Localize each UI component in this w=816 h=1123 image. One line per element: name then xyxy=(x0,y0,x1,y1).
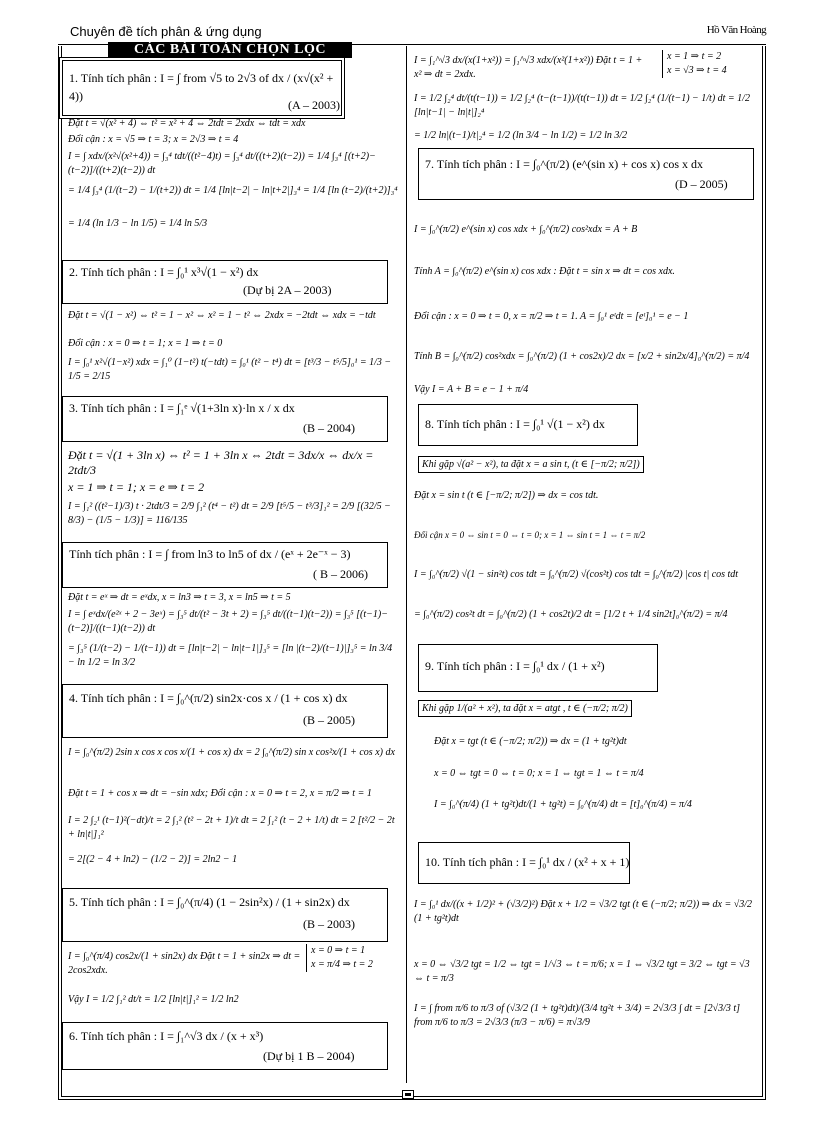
p1-line-2: Đổi cận : x = √5 ⇒ t = 3; x = 2√3 ⇒ t = 4 xyxy=(68,134,239,145)
p6-bounds xyxy=(662,50,727,78)
problem-4-box xyxy=(62,684,388,738)
problem-9-label: 9. Tính tích phân : I = ∫₀¹ dx / (1 + x²) xyxy=(425,659,605,673)
problem-3-label: 3. Tính tích phân : I = ∫₁ᵉ √(1+3ln x)·ln x / x dx xyxy=(69,401,295,415)
problem-3b-source: ( B – 2006) xyxy=(313,567,368,581)
p4-line-1: I = ∫₀^(π/2) 2sin x cos x cos x/(1 + cos x) dx = 2 ∫₀^(π/2) sin x cos²x/(1 + cos x) dx xyxy=(68,747,395,758)
p6-line-2: I = 1/2 ∫₂⁴ dt/(t(t−1)) = 1/2 ∫₂⁴ (t−(t−1))/(t(t−1)) dt = 1/2 ∫₂⁴ (1/(t−1) − 1/t) dt = 1/2 [ln|t−1| − ln|t|]₂⁴ xyxy=(414,93,750,118)
p2-line-1: Đặt t = √(1 − x²) ⇔ t² = 1 − x² ⇔ x² = 1 − t² ⇔ 2xdx = −2tdt ⇔ xdx = −tdt xyxy=(68,310,376,321)
p8-line-3: I = ∫₀^(π/2) √(1 − sin²t) cos tdt = ∫₀^(π/2) √(cos²t) cos tdt = ∫₀^(π/2) |cos t| cos tdt xyxy=(414,569,739,580)
page-number-icon xyxy=(402,1090,414,1099)
p7-line-3: Đổi cận : x = 0 ⇒ t = 0, x = π/2 ⇒ t = 1. A = ∫₀¹ eᵗdt = [eᵗ]₀¹ = e − 1 xyxy=(414,311,689,322)
problem-3-box xyxy=(62,396,388,442)
problem-6-box xyxy=(62,1022,388,1070)
p5-line-2: Vậy I = 1/2 ∫₁² dt/t = 1/2 [ln|t|]₁² = 1/2 ln2 xyxy=(68,994,239,1005)
problem-5-label: 5. Tính tích phân : I = ∫₀^(π/4) (1 − 2sin²x) / (1 + sin2x) dx xyxy=(69,895,350,909)
p9-line-3: I = ∫₀^(π/4) (1 + tg²t)dt/(1 + tg²t) = ∫₀^(π/4) dt = [t]₀^(π/4) = π/4 xyxy=(434,799,692,810)
problem-4-source: (B – 2005) xyxy=(303,713,355,727)
problem-1-source: (A – 2003) xyxy=(288,98,340,112)
document-page xyxy=(58,20,766,1100)
problem-2-label: 2. Tính tích phân : I = ∫₀¹ x³√(1 − x²) dx xyxy=(69,265,259,279)
p7-line-2: Tính A = ∫₀^(π/2) e^(sin x) cos xdx : Đặt t = sin x ⇒ dt = cos xdx. xyxy=(414,266,675,277)
p8-line-4: = ∫₀^(π/2) cos²t dt = ∫₀^(π/2) (1 + cos2t)/2 dt = [1/2 t + 1/4 sin2t]₀^(π/2) = π/4 xyxy=(414,609,728,620)
p8-hint-box: Khi gặp √(a² − x²), ta đặt x = a sin t, (t ∈ [−π/2; π/2]) xyxy=(418,456,644,473)
p9-hint-box: Khi gặp 1/(a² + x²), ta đặt x = atgt , t ∈ (−π/2; π/2) xyxy=(418,700,632,717)
p1-line-5: = 1/4 (ln 1/3 − ln 1/5) = 1/4 ln 5/3 xyxy=(68,218,208,229)
p4-line-3: I = 2 ∫₂¹ (t−1)²(−dt)/t = 2 ∫₁² (t² − 2t + 1)/t dt = 2 ∫₁² (t − 2 + 1/t) dt = 2 [t²/2 − 2t + ln|t|]₁² xyxy=(68,815,395,840)
p7-line-4: Tính B = ∫₀^(π/2) cos²xdx = ∫₀^(π/2) (1 + cos2x)/2 dx = [x/2 + sin2x/4]₀^(π/2) = π/4 xyxy=(414,351,750,362)
p3-line-1: Đặt t = √(1 + 3ln x) ⇔ t² = 1 + 3ln x ⇔ 2tdt = 3dx/x ⇔ dx/x = 2tdt/3 xyxy=(68,448,374,477)
p4-line-4: = 2[(2 − 4 + ln2) − (1/2 − 2)] = 2ln2 − 1 xyxy=(68,854,238,865)
p8-line-1: Đặt x = sin t (t ∈ [−π/2; π/2]) ⇒ dx = cos tdt. xyxy=(414,490,599,501)
problem-3-source: (B – 2004) xyxy=(303,421,355,435)
problem-1-label: 1. Tính tích phân : I = ∫ from √5 to 2√3 of dx / (x√(x² + 4)) xyxy=(69,71,334,103)
problem-3b-label: Tính tích phân : I = ∫ from ln3 to ln5 of dx / (eˣ + 2e⁻ˣ − 3) xyxy=(69,547,351,561)
p4-line-2: Đặt t = 1 + cos x ⇒ dt = −sin xdx; Đổi cận : x = 0 ⇒ t = 2, x = π/2 ⇒ t = 1 xyxy=(68,788,372,799)
p3b-line-2: I = ∫ eˣdx/(e²ˣ + 2 − 3eˣ) = ∫₃⁵ dt/(t² − 3t + 2) = ∫₃⁵ dt/((t−1)(t−2)) = ∫₃⁵ [(t−1)−(t−2)]/((t−1)(t−2)) dt xyxy=(68,609,388,634)
p10-line-3: I = ∫ from π/6 to π/3 of (√3/2 (1 + tg²t)dt)/(3/4 tg²t + 3/4) = 2√3/3 ∫ dt = [2√3/3 t] from π/6 to π/3 = 2√3/3 (π/3 − π/6) = π√3/9 xyxy=(414,1003,741,1028)
problem-9-box xyxy=(418,644,658,692)
problem-2-source: (Dự bị 2A – 2003) xyxy=(243,283,332,297)
problem-7-box xyxy=(418,148,754,200)
p1-line-1: Đặt t = √(x² + 4) ⇔ t² = x² + 4 ⇔ 2tdt = 2xdx ⇔ tdt = xdx xyxy=(68,118,306,129)
problem-5-source: (B – 2003) xyxy=(303,917,355,931)
problem-8-box xyxy=(418,404,638,446)
section-banner: CÁC BÀI TOÁN CHỌN LỌC xyxy=(108,42,352,58)
problem-10-label: 10. Tính tích phân : I = ∫₀¹ dx / (x² + x + 1) xyxy=(425,855,630,869)
p9-line-1: Đặt x = tgt (t ∈ (−π/2; π/2)) ⇒ dx = (1 + tg²t)dt xyxy=(434,736,627,747)
p7-line-5: Vậy I = A + B = e − 1 + π/4 xyxy=(414,384,529,395)
p10-line-2: x = 0 ⇔ √3/2 tgt = 1/2 ⇔ tgt = 1/√3 ⇔ t = π/6; x = 1 ⇔ √3/2 tgt = 3/2 ⇔ tgt = √3 ⇔ t = π/3 xyxy=(414,959,750,984)
problem-7-source: (D – 2005) xyxy=(675,177,728,191)
problem-6-source: (Dự bị 1 B – 2004) xyxy=(263,1049,355,1063)
p2-line-3: I = ∫₀¹ x²√(1−x²) xdx = ∫₁⁰ (1−t²) t(−tdt) = ∫₀¹ (t² − t⁴) dt = [t³/3 − t⁵/5]₀¹ = 1/3 − 1/5 = 2/15 xyxy=(68,357,392,382)
p5-bounds xyxy=(306,944,373,972)
p3b-line-3: = ∫₃⁵ (1/(t−2) − 1/(t−1)) dt = [ln|t−2| − ln|t−1|]₃⁵ = [ln |(t−2)/(t−1)|]₃⁵ = ln 3/4 − ln 1/2 = ln 3/2 xyxy=(68,643,393,668)
p5-bound-2: x = π/4 ⇒ t = 2 xyxy=(311,959,373,970)
p6-bound-1: x = 1 ⇒ t = 2 xyxy=(667,51,722,62)
p6-bound-2: x = √3 ⇒ t = 4 xyxy=(667,65,727,76)
p5-line-1: I = ∫₀^(π/4) cos2x/(1 + sin2x) dx Đặt t = 1 + sin2x ⇒ dt = 2cos2xdx. xyxy=(68,951,301,976)
p3b-line-1: Đặt t = eˣ ⇒ dt = eˣdx, x = ln3 ⇒ t = 3, x = ln5 ⇒ t = 5 xyxy=(68,592,291,603)
p7-line-1: I = ∫₀^(π/2) e^(sin x) cos xdx + ∫₀^(π/2) cos²xdx = A + B xyxy=(414,224,638,235)
p10-line-1: I = ∫₀¹ dx/((x + 1/2)² + (√3/2)²) Đặt x + 1/2 = √3/2 tgt (t ∈ (−π/2; π/2)) ⇒ dx = √3/2 (1 + tg²t)dt xyxy=(414,899,752,924)
p9-line-2: x = 0 ⇔ tgt = 0 ⇔ t = 0; x = 1 ⇔ tgt = 1 ⇔ t = π/4 xyxy=(434,768,644,779)
p1-line-4: = 1/4 ∫₃⁴ (1/(t−2) − 1/(t+2)) dt = 1/4 [ln|t−2| − ln|t+2|]₃⁴ = 1/4 [ln (t−2)/(t+2)]₃⁴ xyxy=(68,185,398,196)
header-title: Chuyên đề tích phân & ứng dụng xyxy=(70,24,262,39)
p2-line-2: Đổi cận : x = 0 ⇒ t = 1; x = 1 ⇒ t = 0 xyxy=(68,338,223,349)
problem-3b-box xyxy=(62,542,388,588)
problem-7-label: 7. Tính tích phân : I = ∫₀^(π/2) (e^(sin x) + cos x) cos x dx xyxy=(425,157,704,171)
problem-10-box xyxy=(418,842,630,884)
page-header xyxy=(70,24,766,40)
problem-8-label: 8. Tính tích phân : I = ∫₀¹ √(1 − x²) dx xyxy=(425,417,605,431)
p3-line-3: I = ∫₁² ((t²−1)/3) t · 2tdt/3 = 2/9 ∫₁² (t⁴ − t²) dt = 2/9 [t⁵/5 − t³/3]₁² = 2/9 [(32/5 − 8/3) − (1/5 − 1/3)] = 116/135 xyxy=(68,501,391,526)
p6-line-3: = 1/2 ln|(t−1)/t|₂⁴ = 1/2 (ln 3/4 − ln 1/2) = 1/2 ln 3/2 xyxy=(414,130,628,141)
p8-line-2: Đổi cận x = 0 ⇔ sin t = 0 ⇔ t = 0; x = 1 ⇔ sin t = 1 ⇔ t = π/2 xyxy=(414,530,646,540)
p6-line-1: I = ∫₁^√3 dx/(x(1+x²)) = ∫₁^√3 xdx/(x²(1+x²)) Đặt t = 1 + x² ⇒ dt = 2xdx. xyxy=(414,55,643,80)
problem-5-box xyxy=(62,888,388,942)
column-divider xyxy=(406,46,407,1083)
header-author: Hồ Văn Hoàng xyxy=(706,24,766,36)
problem-4-label: 4. Tính tích phân : I = ∫₀^(π/2) sin2x·cos x / (1 + cos x) dx xyxy=(69,691,348,705)
p3-line-2: x = 1 ⇒ t = 1; x = e ⇒ t = 2 xyxy=(68,480,205,494)
p1-line-3: I = ∫ xdx/(x²√(x²+4)) = ∫₃⁴ tdt/((t²−4)t) = ∫₃⁴ dt/((t+2)(t−2)) = 1/4 ∫₃⁴ [(t+2)−(t−2)]/((t+2)(t−2)) dt xyxy=(68,151,376,176)
problem-6-label: 6. Tính tích phân : I = ∫₁^√3 dx / (x + x³) xyxy=(69,1029,264,1043)
p5-bound-1: x = 0 ⇒ t = 1 xyxy=(311,945,366,956)
problem-2-box xyxy=(62,260,388,304)
